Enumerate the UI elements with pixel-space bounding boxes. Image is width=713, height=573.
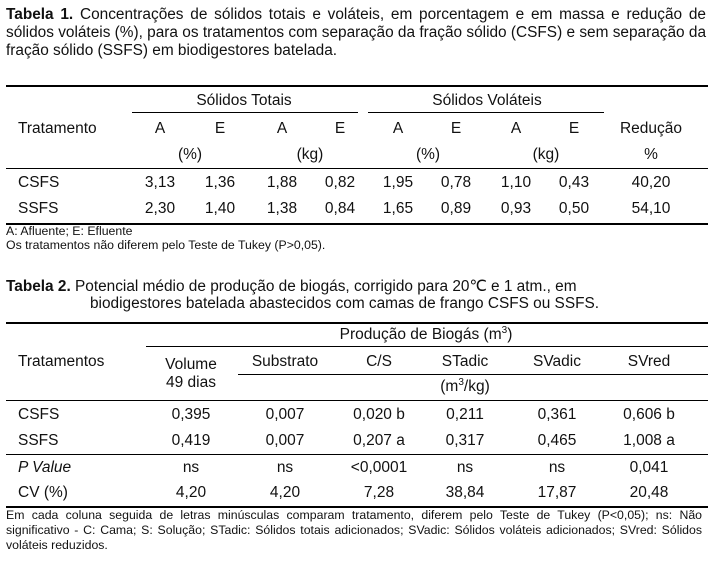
table1-group-solidos-totais: Sólidos Totais [196, 92, 292, 109]
table1-note-1: A: Afluente; E: Efluente [6, 224, 133, 238]
table2-cell: 0,041 [629, 459, 669, 476]
table2-unit-close: /kg) [463, 378, 490, 396]
table2-col-volume: Volume [165, 356, 217, 373]
table1-col-4: E [334, 120, 346, 137]
table1-cell: 1,10 [500, 174, 532, 191]
table2-subgroup-rule [238, 374, 708, 375]
table1-row-name: CSFS [18, 174, 60, 191]
table2-stats-rule [6, 454, 708, 455]
table2-col-cs: C/S [366, 353, 392, 370]
table2-top-rule [6, 322, 708, 324]
table2-row-name [18, 459, 71, 477]
table1-col-6: E [450, 120, 462, 137]
table2-unit-text: (m [440, 378, 459, 396]
table2-caption-line-2: biodigestores batelada abastecidos com camas de frango CSFS ou SSFS. [90, 295, 600, 312]
table1-col-7: A [510, 120, 522, 137]
table1-caption-text: Concentrações de sólidos totais e voláteis, em porcentagem e em massa e redução de sólidos voláteis (%), para os tratamentos com separação da fração sólido (CSFS) e sem separação da fração sólido (SSFS) em biodigestores batelada. [6, 6, 706, 59]
table2-cell: <0,0001 [350, 459, 408, 476]
table2-group-header-close: ) [507, 326, 513, 344]
table2-header-rule [6, 400, 708, 401]
table1-cell: 1,88 [266, 174, 298, 191]
table1-cell: 54,10 [631, 200, 671, 217]
table1-row-name: SSFS [18, 200, 59, 217]
table2-col-svadic: SVadic [533, 353, 581, 370]
table2-cell: 38,84 [445, 484, 485, 501]
table1-cell: 1,36 [204, 174, 236, 191]
table2-cell: ns [548, 459, 566, 476]
table1-group-solidos-volateis: Sólidos Voláteis [432, 92, 542, 109]
table1-cell: 1,95 [382, 174, 414, 191]
table2-unit [420, 377, 510, 396]
table2-cell: 4,20 [269, 484, 301, 501]
table1-cell: 1,40 [204, 200, 236, 217]
table1-cell: 0,78 [440, 174, 472, 191]
table2-cell: 0,465 [537, 432, 577, 449]
table2-col-svred: SVred [627, 353, 671, 370]
table1-cell: 3,13 [144, 174, 176, 191]
table2-cell: 0,419 [171, 432, 211, 449]
table2-cell: 4,20 [175, 484, 207, 501]
table1-label: Tabela 1. [6, 6, 74, 23]
table2-group-rule [146, 346, 708, 347]
table1-group-rule-2 [368, 112, 604, 113]
table2-row-name: SSFS [18, 432, 59, 449]
table1-group-rule-1 [132, 112, 358, 113]
table2-cell: 0,211 [446, 406, 484, 423]
table1-col-8: E [568, 120, 580, 137]
table2-cell: 17,87 [537, 484, 577, 501]
table1-col-1: A [154, 120, 166, 137]
table1-unit-3: (%) [415, 146, 441, 163]
table1-unit-5: % [644, 146, 658, 163]
table1-unit-4: (kg) [532, 146, 560, 163]
table2-cell: 0,317 [445, 432, 485, 449]
table2-group-header-sup: 3 [501, 325, 508, 336]
table1-cell: 40,20 [631, 174, 671, 191]
table1-header-rule [6, 168, 708, 169]
table2-label: Tabela 2. [6, 278, 71, 295]
table2-cell: ns [456, 459, 474, 476]
table1-cell: 0,82 [324, 174, 356, 191]
table2-col-stadic: STadic [441, 353, 489, 370]
table1-col-2: E [214, 120, 226, 137]
table2-cell: 1,008 a [623, 432, 675, 449]
table1-col-5: A [392, 120, 404, 137]
table2-cell: 0,207 a [353, 432, 405, 449]
table1-cell: 2,30 [144, 200, 176, 217]
table2-row-name: CSFS [18, 406, 60, 423]
table2-row-name: CV (%) [18, 484, 68, 501]
table2-caption [6, 277, 577, 296]
table2-row-name-italic: P Value [18, 459, 72, 476]
table2-cell: 0,007 [265, 406, 305, 423]
table2-cell: 0,606 b [623, 406, 675, 423]
table1-cell: 0,89 [440, 200, 472, 217]
table2-cell: 0,020 b [353, 406, 405, 423]
table1-cell: 1,65 [382, 200, 414, 217]
table1-cell: 0,50 [558, 200, 590, 217]
table2-col-volume-sub: 49 dias [166, 374, 216, 391]
table1-cell: 1,38 [266, 200, 298, 217]
table2-col-substrato: Substrato [251, 353, 319, 370]
table1-col-3: A [276, 120, 288, 137]
table1-col-reducao: Redução [619, 120, 683, 137]
table2-row-header: Tratamentos [18, 353, 105, 370]
table2-cell: ns [182, 459, 200, 476]
table2-cell: 0,395 [171, 406, 211, 423]
table1-caption [6, 6, 706, 60]
table2-group-header [146, 325, 706, 344]
table2-cell: 0,361 [537, 406, 577, 423]
table1-unit-2: (kg) [296, 146, 324, 163]
table1-unit-1: (%) [177, 146, 203, 163]
table2-cell: 20,48 [629, 484, 669, 501]
table2-unit-sup: 3 [458, 377, 464, 388]
table2-cell: ns [276, 459, 294, 476]
table1-note-2: Os tratamentos não diferem pelo Teste de Tukey (P>0,05). [6, 238, 326, 252]
table2-caption-line-1: Potencial médio de produção de biogás, corrigido para 20℃ e 1 atm., em [75, 278, 577, 295]
table1-cell: 0,93 [500, 200, 532, 217]
table2-footnote: Em cada coluna seguida de letras minúsculas comparam tratamento, diferem pelo Teste de Tukey (P<0,05); ns: Não significativo - C: Cama; S: Solução; STadic: Sólidos totais adicionados; SVadic: Sólidos voláteis adicionados; SVred: Sólidos voláteis reduzidos. [6, 508, 702, 552]
table1-cell: 0,84 [324, 200, 356, 217]
table2-cell: 7,28 [363, 484, 395, 501]
table1-row-header: Tratamento [18, 120, 97, 137]
table2-group-header-text: Produção de Biogás (m [339, 326, 502, 344]
table2-cell: 0,007 [265, 432, 305, 449]
table1-cell: 0,43 [558, 174, 590, 191]
table1-top-rule [6, 85, 708, 87]
